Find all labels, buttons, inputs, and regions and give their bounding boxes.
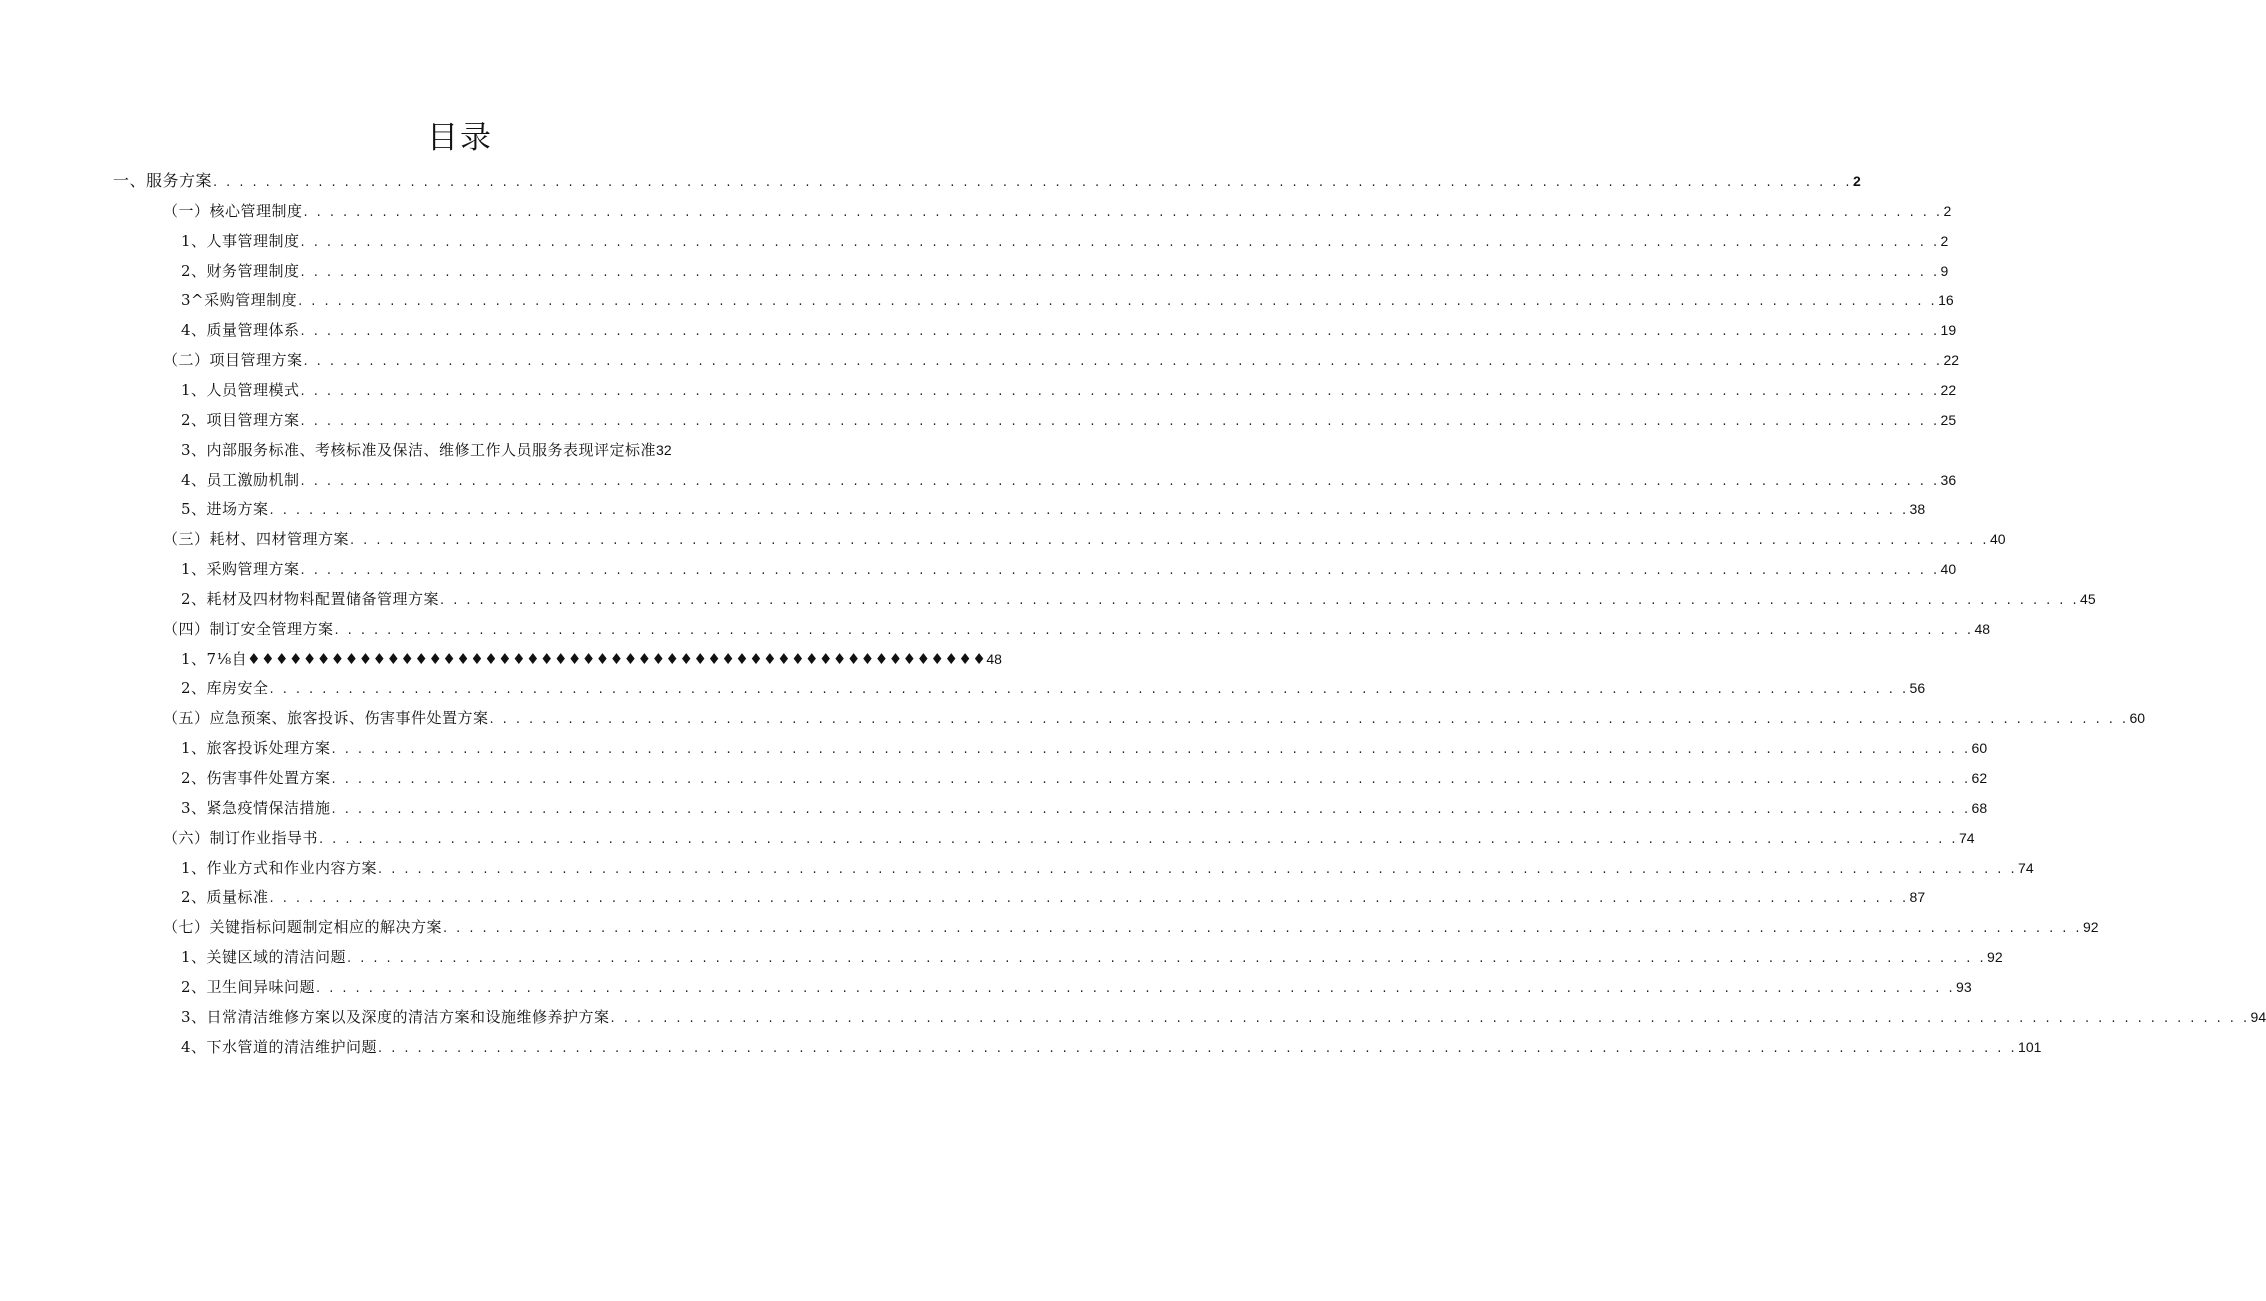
dot-leader xyxy=(213,168,1852,198)
toc-entry[interactable] xyxy=(181,644,1002,674)
toc-entry[interactable] xyxy=(181,853,2034,883)
dot-leader xyxy=(440,586,2079,616)
toc-entry[interactable] xyxy=(181,405,1957,435)
toc-entry-page-number: 19 xyxy=(1940,322,1957,339)
toc-entry-page-number: 9 xyxy=(1940,262,1949,279)
toc-entry-label: 5、进场方案 xyxy=(181,500,269,519)
dot-leader xyxy=(301,556,1940,586)
toc-entry-label: 4、质量管理体系 xyxy=(181,321,300,340)
toc-entry-label: 3^采购管理制度 xyxy=(181,291,298,310)
toc-entry-page-number: 60 xyxy=(1971,740,1988,757)
toc-entry-page-number: 56 xyxy=(1909,680,1926,697)
toc-entry-label: 3、紧急疫情保洁措施 xyxy=(181,798,331,817)
toc-entry[interactable] xyxy=(181,882,1926,912)
toc-entry-page-number: 2 xyxy=(1940,232,1949,249)
toc-entry-label: （五）应急预案、旅客投诉、伤害事件处置方案 xyxy=(163,709,489,728)
toc-entry-label: （四）制订安全管理方案 xyxy=(163,619,334,638)
dot-leader xyxy=(301,228,1940,258)
toc-entry-label: 3、内部服务标准、考核标准及保洁、维修工作人员服务表现评定标准 xyxy=(181,440,657,459)
toc-entry[interactable] xyxy=(181,942,2003,972)
toc-entry-page-number: 16 xyxy=(1938,292,1954,309)
toc-entry-page-number: 92 xyxy=(1987,949,2003,966)
dot-leader xyxy=(332,735,1971,765)
toc-entry-label: 4、员工激励机制 xyxy=(181,470,300,489)
toc-entry-label: 1、旅客投诉处理方案 xyxy=(181,739,331,758)
dot-leader xyxy=(350,526,1989,556)
toc-entry[interactable] xyxy=(163,823,1975,853)
dot-leader xyxy=(332,765,1971,795)
dot-leader xyxy=(347,944,1986,974)
toc-entry[interactable] xyxy=(181,1002,2266,1032)
toc-entry-label: 1、作业方式和作业内容方案 xyxy=(181,858,378,877)
toc-entry-page-number: 36 xyxy=(1940,471,1957,488)
toc-entry-label: 2、财务管理制度 xyxy=(181,261,300,280)
toc-entry[interactable] xyxy=(163,912,2099,942)
dot-leader xyxy=(335,616,1974,646)
dot-leader xyxy=(443,914,2082,944)
toc-entry-page-number: 94 xyxy=(2250,1008,2266,1025)
dot-leader xyxy=(270,884,1909,914)
toc-entry-page-number: 2 xyxy=(1943,202,1952,219)
toc-entry-page-number: 22 xyxy=(1943,352,1960,369)
dot-leader xyxy=(378,855,2017,885)
toc-entry-label: 2、项目管理方案 xyxy=(181,410,300,429)
toc-entry[interactable] xyxy=(181,256,1949,286)
toc-entry-page-number: 60 xyxy=(2129,710,2146,727)
toc-entry[interactable] xyxy=(181,435,672,465)
toc-entry-label: （六）制订作业指导书 xyxy=(163,828,319,847)
dot-leader xyxy=(270,675,1909,705)
toc-entry-page-number: 62 xyxy=(1971,770,1988,786)
toc-entry[interactable] xyxy=(181,494,1926,524)
toc-entry-page-number: 87 xyxy=(1909,889,1926,906)
toc-entry-page-number: 74 xyxy=(1959,829,1975,846)
dot-leader xyxy=(301,467,1940,497)
dot-leader xyxy=(301,258,1940,288)
toc-entry-page-number: 93 xyxy=(1956,978,1972,995)
toc-entry-label: 2、卫生间异味问题 xyxy=(181,977,316,996)
toc-entry[interactable] xyxy=(181,375,1957,405)
toc-entry-page-number: 2 xyxy=(1853,173,1861,189)
toc-entry-page-number: 101 xyxy=(2018,1038,2042,1055)
dot-leader xyxy=(332,795,1971,825)
toc-entry[interactable] xyxy=(181,315,1957,345)
toc-entry[interactable] xyxy=(163,524,2006,554)
toc-entry[interactable] xyxy=(181,285,1954,315)
toc-entry-page-number: 40 xyxy=(1940,561,1957,578)
dot-leader xyxy=(304,347,1943,377)
toc-entry-page-number: 48 xyxy=(1974,620,1991,637)
toc-entry-label: 3、日常清洁维修方案以及深度的清洁方案和设施维修养护方案 xyxy=(181,1007,610,1026)
toc-entry-page-number: 45 xyxy=(2080,590,2096,607)
toc-entry[interactable] xyxy=(181,763,1988,793)
toc-entry-page-number: 25 xyxy=(1940,411,1957,428)
dot-leader xyxy=(378,1034,2017,1064)
toc-entry[interactable] xyxy=(181,972,1972,1002)
toc-entry-label: 2、伤害事件处置方案 xyxy=(181,769,331,787)
dot-leader xyxy=(298,287,1937,317)
toc-entry-label: （七）关键指标问题制定相应的解决方案 xyxy=(163,918,443,937)
dot-leader xyxy=(301,407,1940,437)
dot-leader xyxy=(301,317,1940,347)
toc-entry[interactable] xyxy=(113,166,1861,196)
toc-entry-label: 1、人事管理制度 xyxy=(181,231,300,250)
toc-entry-label: 1、人员管理模式 xyxy=(181,380,300,399)
toc-entry-page-number: 68 xyxy=(1971,799,1988,816)
toc-entry[interactable] xyxy=(181,465,1957,495)
toc-entry-label: 1、7⅛自♦♦♦♦♦♦♦♦♦♦♦♦♦♦♦♦♦♦♦♦♦♦♦♦♦♦♦♦♦♦♦♦♦♦♦♦♦♦♦♦♦♦♦♦♦♦♦♦♦♦♦♦♦ xyxy=(181,649,987,668)
dot-leader xyxy=(304,198,1943,228)
toc-entry-page-number: 32 xyxy=(656,441,672,458)
toc-entry[interactable] xyxy=(163,703,2146,733)
dot-leader xyxy=(319,825,1958,855)
toc-entry-label: 4、下水管道的清洁维护问题 xyxy=(181,1037,378,1056)
toc-entry-page-number: 40 xyxy=(1990,531,2006,548)
toc-entry-page-number: 92 xyxy=(2083,919,2099,936)
toc-entry[interactable] xyxy=(163,345,1960,375)
toc-entry[interactable] xyxy=(181,733,1988,763)
toc-entry-page-number: 22 xyxy=(1940,381,1957,398)
dot-leader xyxy=(611,1004,2250,1034)
toc-entry-label: （三）耗材、四材管理方案 xyxy=(163,530,350,549)
toc-entry[interactable] xyxy=(181,673,1926,703)
toc-entry-label: 1、关键区域的清洁问题 xyxy=(181,948,347,967)
toc-entry[interactable] xyxy=(181,793,1988,823)
toc-entry-page-number: 38 xyxy=(1909,501,1926,518)
toc-entry[interactable] xyxy=(181,226,1949,256)
toc-entry-label: 2、耗材及四材物料配置储备管理方案 xyxy=(181,589,440,608)
toc-entry-page-number: 74 xyxy=(2018,859,2034,876)
toc-entry-label: 2、库房安全 xyxy=(181,679,269,698)
toc-entry-page-number: 48 xyxy=(986,650,1002,667)
dot-leader xyxy=(301,377,1940,407)
page-title: 目录 xyxy=(427,120,493,156)
toc-entry[interactable] xyxy=(181,1032,2042,1062)
toc-entry-label: （一）核心管理制度 xyxy=(163,201,303,220)
dot-leader xyxy=(490,705,2129,735)
toc-entry-label: 一、服务方案 xyxy=(113,171,213,190)
toc-entry[interactable] xyxy=(181,584,2096,614)
dot-leader xyxy=(270,496,1909,526)
toc-entry-label: （二）项目管理方案 xyxy=(163,351,303,370)
dot-leader xyxy=(316,974,1955,1004)
toc-entry[interactable] xyxy=(163,196,1952,226)
toc-entry-label: 1、采购管理方案 xyxy=(181,560,300,579)
toc-entry[interactable] xyxy=(163,614,1991,644)
toc-entry-label: 2、质量标准 xyxy=(181,888,269,907)
toc-entry[interactable] xyxy=(181,554,1957,584)
